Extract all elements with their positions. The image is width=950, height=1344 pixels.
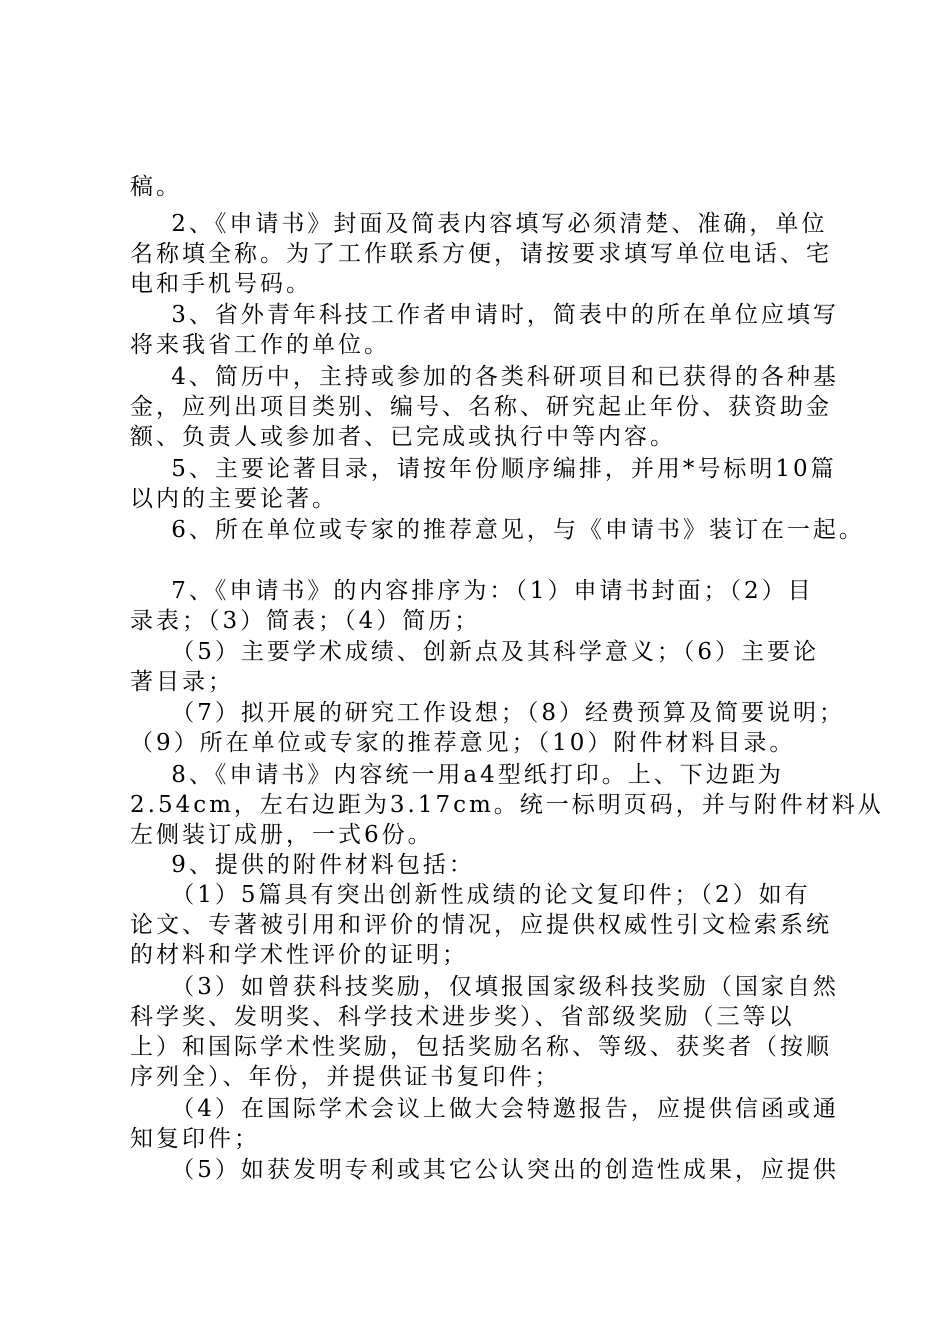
text-line: 6、所在单位或专家的推荐意见，与《申请书》装订在一起。: [130, 517, 865, 543]
text-line: （1）5篇具有突出创新性成绩的论文复印件；（2）如有: [130, 882, 811, 908]
text-line: 的材料和学术性评价的证明；: [130, 942, 468, 968]
text-line: 额、负责人或参加者、已完成或执行中等内容。: [130, 424, 676, 450]
text-line: 2、《申请书》封面及简表内容填写必须清楚、准确，单位: [130, 211, 828, 237]
text-line: （5）如获发明专利或其它公认突出的创造性成果，应提供: [130, 1157, 839, 1183]
text-line: 名称填全称。为了工作联系方便，请按要求填写单位电话、宅: [130, 241, 832, 267]
text-line: 5、主要论著目录，请按年份顺序编排，并用*号标明10篇: [130, 456, 837, 482]
text-line: （7）拟开展的研究工作设想；（8）经费预算及简要说明；: [130, 700, 846, 726]
text-line: 稿。: [130, 174, 182, 200]
text-line: （9）所在单位或专家的推荐意见；（10）附件材料目录。: [130, 730, 796, 756]
text-line: （4）在国际学术会议上做大会特邀报告，应提供信函或通: [130, 1096, 839, 1122]
text-line: （5）主要学术成绩、创新点及其科学意义；（6）主要论: [130, 639, 820, 665]
text-line: （3）如曾获科技奖励，仅填报国家级科技奖励（国家自然: [130, 974, 839, 1000]
text-line: 将来我省工作的单位。: [130, 332, 390, 358]
text-line: 4、简历中，主持或参加的各类科研项目和已获得的各种基: [130, 364, 839, 390]
text-line: 上）和国际学术性奖励，包括奖励名称、等级、获奖者（按顺: [130, 1034, 832, 1060]
text-line: 录表；（3）简表；（4）简历；: [130, 608, 481, 634]
text-line: 左侧装订成册，一式6份。: [130, 822, 434, 848]
text-line: 知复印件；: [130, 1126, 260, 1152]
text-line: 7、《申请书》的内容排序为：（1）申请书封面；（2）目: [130, 578, 814, 604]
text-line: 科学奖、发明奖、科学技术进步奖）、省部级奖励（三等以: [130, 1004, 795, 1030]
text-line: 9、提供的附件材料包括：: [130, 852, 475, 878]
text-line: 序列全）、年份，并提供证书复印件；: [130, 1064, 561, 1090]
text-line: 著目录；: [130, 669, 234, 695]
text-line: 金，应列出项目类别、编号、名称、研究起止年份、获资助金: [130, 394, 832, 420]
text-line: 以内的主要论著。: [130, 486, 338, 512]
text-line: 2.54cm，左右边距为3.17cm。统一标明页码，并与附件材料从: [130, 792, 884, 818]
text-line: 8、《申请书》内容统一用a4型纸打印。上、下边距为: [130, 762, 784, 788]
text-line: 电和手机号码。: [130, 271, 312, 297]
text-line: 3、省外青年科技工作者申请时，简表中的所在单位应填写: [130, 302, 839, 328]
text-line: 论文、专著被引用和评价的情况，应提供权威性引文检索系统: [130, 912, 832, 938]
